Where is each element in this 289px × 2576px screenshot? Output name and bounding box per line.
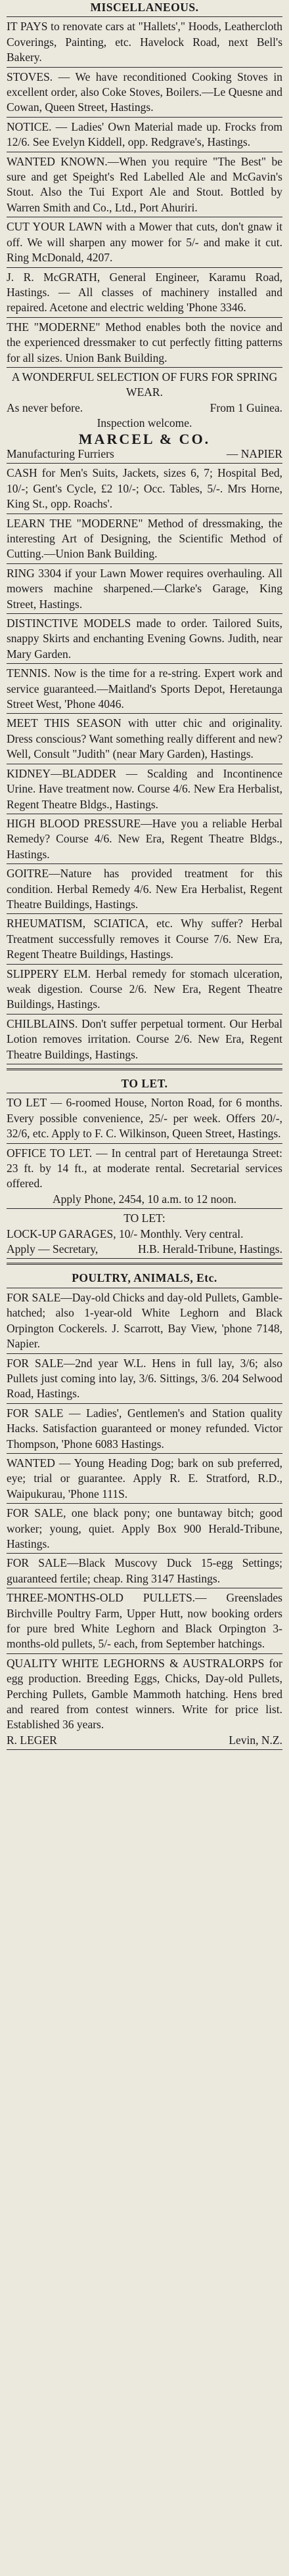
ad-divider <box>7 913 282 914</box>
classified-ad <box>0 966 289 1013</box>
ad-divider <box>7 463 282 464</box>
ad-divider <box>7 1353 282 1354</box>
ad-divider <box>7 1403 282 1404</box>
ad-text: FOR SALE—Day-old Chicks and day-old Pullets, Gamble-hatched; also 1-year-old White Leghorn and Black Orpington Cockerels. J. Scarrott, Bay View, 'phone 7148, Napier. <box>7 1290 282 1351</box>
classified-ad <box>0 1210 289 1257</box>
classified-ad <box>0 1095 289 1141</box>
signature-left: R. LEGER <box>7 1733 57 1747</box>
classified-ad <box>0 1590 289 1652</box>
ad-text: RING 3304 if your Lawn Mower requires overhauling. All mowers machine sharpened.—Clarke's Garage, King Street, Hastings. <box>7 566 282 611</box>
section-divider <box>7 1068 282 1070</box>
ad-divider <box>7 1143 282 1144</box>
ad-divider <box>7 563 282 564</box>
ad-business-name: MARCEL & CO. <box>78 430 211 447</box>
ad-text: CASH for Men's Suits, Jackets, sizes 6, 7; Hospital Bed, 10/-; Gent's Cycle, £2 10/-; Occ. Tables, 5/-. Mrs Horne, King St., opp. Roachs'. <box>7 466 282 511</box>
ad-text: FOR SALE—2nd year W.L. Hens in full lay, 3/6; also Pullets just coming into lay, 3/6. Sittings, 3/6. 204 Selwood Road, Hastings. <box>7 1356 282 1401</box>
ad-signature <box>7 1733 282 1748</box>
ad-text: LOCK-UP GARAGES, 10/- Monthly. Very central. <box>7 1227 244 1240</box>
ad-divider <box>7 613 282 614</box>
signature-right: From 1 Guinea. <box>210 401 282 414</box>
ad-text: IT PAYS to renovate cars at "Hallets'," Hoods, Leathercloth Coverings, Painting, etc. Havelock Road, next Bell's Bakery. <box>7 20 282 64</box>
ad-divider <box>7 1749 282 1750</box>
classified-ad <box>0 515 289 562</box>
ad-text: TENNIS. Now is the time for a re-string. Expert work and service guaranteed.—Maitland's Sports Depot, Heretaunga Street West, 'Phone 4046. <box>7 666 282 711</box>
classified-ad <box>0 119 289 150</box>
classified-ad <box>0 1145 289 1208</box>
classified-ad <box>0 715 289 762</box>
signature-right: H.B. Herald-Tribune, Hastings. <box>137 1242 282 1256</box>
ad-text: GOITRE—Nature has provided treatment for this condition. Herbal Remedy 4/6. New Era Herbalist, Regent Theatre Buildings, Hastings. <box>7 867 282 911</box>
ad-divider <box>7 863 282 864</box>
ad-text: OFFICE TO LET. — In central part of Heretaunga Street: 23 ft. by 14 ft., at moderate rental. Secretarial services offered. <box>7 1146 282 1190</box>
classified-ad <box>0 69 289 116</box>
classified-ad <box>0 665 289 712</box>
classified-ad <box>0 1016 289 1062</box>
ad-divider <box>7 663 282 664</box>
classified-ad <box>0 1555 289 1586</box>
section-header: POULTRY, ANIMALS, Etc. <box>72 1271 217 1285</box>
classified-ad <box>0 1290 289 1352</box>
ad-divider <box>7 1553 282 1554</box>
ad-contact: Apply Phone, 2454, 10 a.m. to 12 noon. <box>53 1192 236 1206</box>
ad-divider <box>7 713 282 714</box>
classified-ad <box>0 219 289 265</box>
classified-ad <box>0 766 289 812</box>
ad-text: THREE-MONTHS-OLD PULLETS.— Greenslades Birchville Poultry Farm, Upper Hutt, now booking orders for pure bred White Leghorn and Black Orpington 3-months-old pullets, 5/- each, from September hatchings. <box>7 1591 282 1651</box>
classified-ad <box>0 1405 289 1452</box>
classified-ad <box>0 18 289 65</box>
section-header: MISCELLANEOUS. <box>90 1 199 14</box>
ad-text: SLIPPERY ELM. Herbal remedy for stomach ulceration, weak digestion. Course 2/6. New Era, Regent Theatre Buildings, Hastings. <box>7 967 282 1011</box>
ad-divider <box>7 1258 282 1259</box>
ad-text: J. R. McGRATH, General Engineer, Karamu Road, Hastings. — All classes of machinery installed and repaired. Acetone and electric welding 'Phone 3346. <box>7 270 282 315</box>
classified-ad <box>0 615 289 662</box>
ad-divider <box>7 1208 282 1209</box>
ad-text: FOR SALE—Black Muscovy Duck 15-egg Settings; guaranteed fertile; cheap. Ring 3147 Hastings. <box>7 1556 282 1585</box>
ad-text: FOR SALE, one black pony; one buntaway bitch; good worker; young, quiet. Apply Box 900 Herald-Tribune, Hastings. <box>7 1506 282 1550</box>
ad-divider <box>7 1653 282 1654</box>
classified-ad <box>0 154 289 216</box>
ad-text: CHILBLAINS. Don't suffer perpetual torment. Our Herbal Lotion removes irritation. Course 2/6. New Era, Regent Theatre Buildings, Hastings. <box>7 1016 282 1061</box>
classified-ad <box>0 915 289 962</box>
ad-signature <box>7 1242 282 1257</box>
ad-text: CUT YOUR LAWN with a Mower that cuts, don't gnaw it off. We will sharpen any mower for 5/- and make it cut. Ring McDonald, 4207. <box>7 220 282 265</box>
ad-text: WANTED KNOWN.—When you require "The Best" be sure and get Speight's Red Labelled Ale and McGavin's Stout. Also the Tui Export Ale and Stout. Bottled by Warren Smith and Co., Ltd., Port Ahuriri. <box>7 154 282 214</box>
signature-left: Apply — Secretary, <box>7 1242 99 1256</box>
signature-right: Levin, N.Z. <box>229 1733 282 1747</box>
classified-ad <box>0 465 289 512</box>
ad-text: HIGH BLOOD PRESSURE—Have you a reliable Herbal Remedy? Course 4/6. New Era, Regent Theatre Bldgs., Hastings. <box>7 816 282 861</box>
ad-signature <box>7 401 282 416</box>
ad-divider <box>7 317 282 318</box>
header-rule <box>7 16 282 17</box>
ad-text: A WONDERFUL SELECTION OF FURS FOR SPRING WEAR. <box>11 370 278 399</box>
classified-ad <box>0 565 289 612</box>
signature-left: Manufacturing Furriers <box>7 447 114 460</box>
ad-divider <box>7 267 282 268</box>
ad-divider <box>7 1503 282 1504</box>
ad-text: RHEUMATISM, SCIATICA, etc. Why suffer? Herbal Treatment successfully removes it Course 7/6. New Era, Regent Theatre Buildings, Hastings. <box>7 917 282 961</box>
signature-left: As never before. <box>7 401 83 414</box>
ad-divider <box>7 67 282 68</box>
ad-divider <box>7 964 282 965</box>
classified-ad <box>0 1505 289 1552</box>
ad-text: FOR SALE — Ladies', Gentlemen's and Station quality Hacks. Satisfaction guaranteed or money refunded. Victor Thompson, 'Phone 6083 Hastings. <box>7 1406 282 1451</box>
ad-divider <box>7 513 282 514</box>
ad-text: DISTINCTIVE MODELS made to order. Tailored Suits, snappy Skirts and enchanting Evening Gowns. Judith, near Mary Garden. <box>7 617 282 661</box>
ad-divider <box>7 367 282 368</box>
classified-ad <box>0 865 289 912</box>
classified-ad <box>0 1655 289 1748</box>
classified-ad <box>0 816 289 862</box>
ad-text: QUALITY WHITE LEGHORNS & AUSTRALORPS for egg production. Breeding Eggs, Chicks, Day-old Pullets, Perching Pullets, Gamble Mammoth hatching. Hens bred and reared from contest winners. Write for price list. Established 36 years. <box>7 1656 282 1732</box>
classified-ad <box>0 269 289 316</box>
signature-right: — NAPIER <box>226 447 282 460</box>
classified-ad <box>0 1455 289 1502</box>
ad-text: WANTED — Young Heading Dog; bark on sub preferred, eye; trial or guarantee. Apply R. E. Stratford, R.D., Waipukurau, 'Phone 111S. <box>7 1456 282 1500</box>
ad-note: Inspection welcome. <box>97 416 192 430</box>
classified-ad <box>0 369 289 462</box>
classified-ad <box>0 1355 289 1402</box>
ad-divider <box>7 117 282 118</box>
ad-heading: TO LET: <box>123 1212 166 1225</box>
classified-ad <box>0 319 289 366</box>
section-divider <box>7 1263 282 1265</box>
section-header: TO LET. <box>121 1077 168 1090</box>
ad-signature <box>7 447 282 462</box>
ad-text: MEET THIS SEASON with utter chic and originality. Dress conscious? Want something really different and new? Well, Consult "Judith" (near Mary Garden), Hastings. <box>7 716 282 761</box>
ad-text: STOVES. — We have reconditioned Cooking Stoves in excellent order, also Coke Stoves, Boilers.—Le Quesne and Cowan, Queen Street, Hastings. <box>7 70 282 114</box>
ad-text: TO LET — 6-roomed House, Norton Road, for 6 months. Every possible convenience, 25/- per week. Offers 20/-, 32/6, etc. Apply to F. C. Wilkinson, Queen Street, Hastings. <box>7 1096 282 1141</box>
ad-text: LEARN THE "MODERNE" Method of dressmaking, the interesting Art of Designing, the Scientific Method of Cutting.—Union Bank Building. <box>7 516 282 561</box>
ad-divider <box>7 1014 282 1015</box>
ad-text: KIDNEY—BLADDER — Scalding and Incontinence Urine. Have treatment now. Course 4/6. New Era Herbalist, Regent Theatre Bldgs., Hastings. <box>7 766 282 811</box>
ad-divider <box>7 1453 282 1454</box>
ad-text: THE "MODERNE" Method enables both the novice and the experienced dressmaker to cut perfectly fitting patterns for all sizes. Union Bank Building. <box>7 320 282 364</box>
ad-text: NOTICE. — Ladies' Own Material made up. Frocks from 12/6. See Evelyn Kiddell, opp. Redgrave's, Hastings. <box>7 120 282 149</box>
